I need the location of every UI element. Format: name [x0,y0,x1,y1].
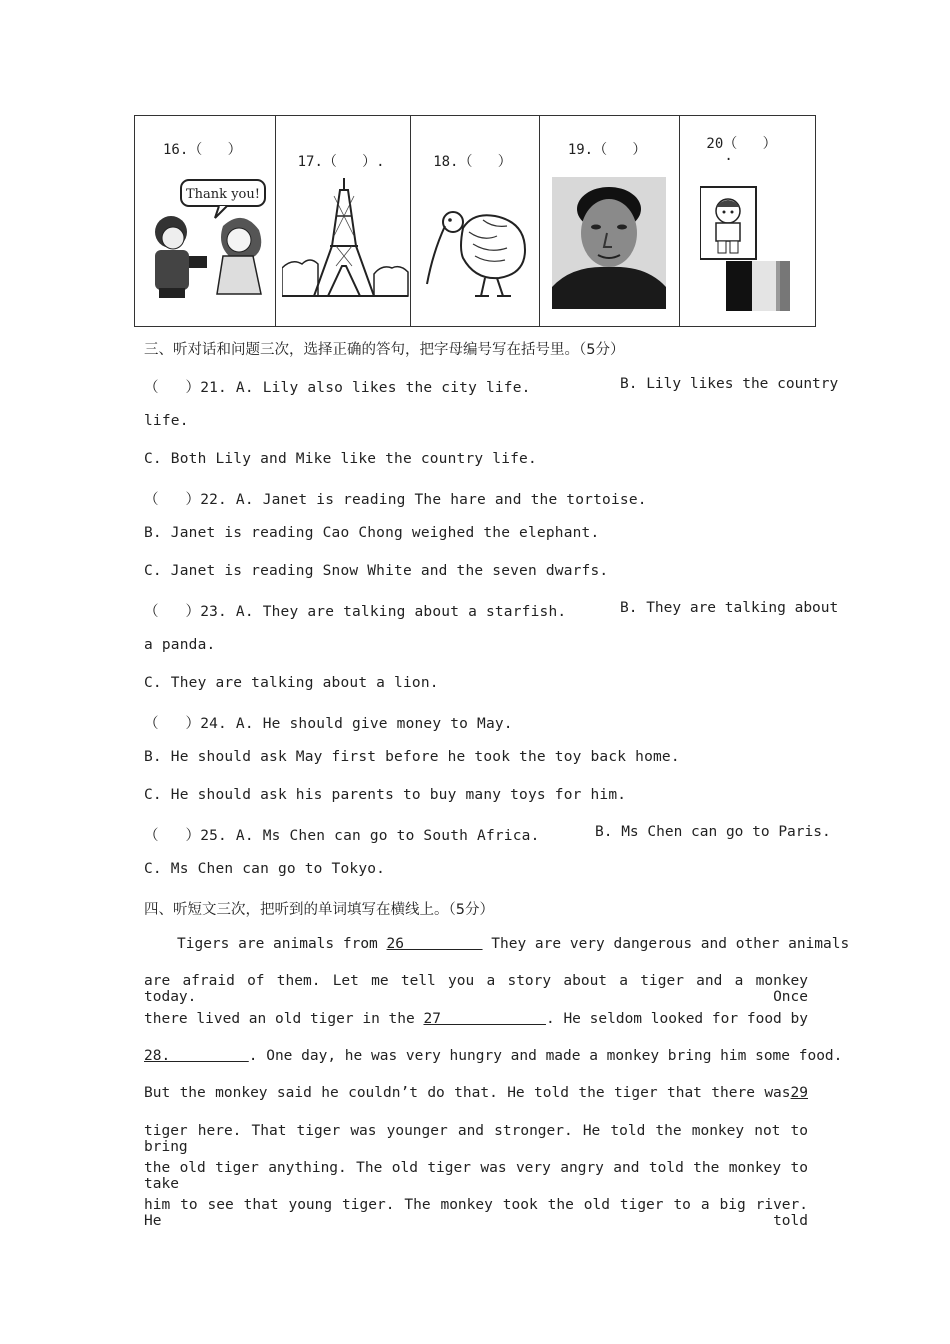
passage-line-2: are afraid of them. Let me tell you a story about a tiger and a monkey today. Once [144,973,808,1005]
blank-29[interactable]: 29 [790,1085,808,1101]
q25-option-a: （ ）25. A. Ms Chen can go to South Africa. [144,828,540,844]
section-3-heading: 三、听对话和问题三次，选择正确的答句，把字母编号写在括号里。（5分） [144,342,625,358]
picture-label-18: 18.（ ） [433,154,512,170]
eiffel-tower-icon [282,176,410,301]
picture-cell-20 [680,116,815,326]
passage-text: there lived an old tiger in the [144,1011,424,1027]
q23-option-c: C. They are talking about a lion. [144,675,439,691]
picture-cell-16 [135,116,276,326]
q23-option-b-cont: a panda. [144,637,216,653]
q23-option-a: （ ）23. A. They are talking about a starfish. [144,604,567,620]
passage-text: But the monkey said he couldn’t do that. He told the tiger that there was [144,1085,791,1101]
picture-cell-19 [540,116,681,326]
q24-option-b: B. He should ask May first before he took the toy back home. [144,749,680,765]
picture-cell-18 [411,116,540,326]
q21-option-a: （ ）21. A. Lily also likes the city life. [144,380,531,396]
blank-27[interactable]: 27 [423,1011,546,1027]
q24-option-c: C. He should ask his parents to buy many toys for him. [144,787,627,803]
passage-line-5 [144,1085,808,1101]
picture-label-16: 16.（ ） [163,142,242,158]
child-drawing-flag-icon [700,179,790,313]
portrait-photo-icon [552,177,666,309]
q25-option-c: C. Ms Chen can go to Tokyo. [144,861,386,877]
section-4-heading: 四、听短文三次，把听到的单词填写在横线上。（5分） [144,902,494,918]
blank-28[interactable]: 28. [144,1048,249,1064]
thank-you-children-icon [141,176,271,306]
picture-cell-17 [276,116,412,326]
passage-line-3 [144,1011,808,1027]
passage-line-1 [177,936,850,952]
q22-option-b: B. Janet is reading Cao Chong weighed the elephant. [144,525,600,541]
picture-table [134,115,816,327]
passage-line-6: tiger here. That tiger was younger and stronger. He told the monkey not to bring [144,1123,808,1155]
q22-option-c: C. Janet is reading Snow White and the seven dwarfs. [144,563,609,579]
q23-option-b: B. They are talking about [620,600,839,616]
picture-label-17: 17.（ ）. [297,154,385,170]
q22-option-a: （ ）22. A. Janet is reading The hare and the tortoise. [144,492,647,508]
passage-line-4 [144,1048,843,1064]
q21-option-b-cont: life. [144,413,189,429]
kiwi-bird-icon [423,192,533,302]
blank-26[interactable]: 26 [386,936,483,952]
picture-label-19: 19.（ ） [567,142,647,158]
passage-text: They are very dangerous and other animals [482,936,850,952]
passage-text: . One day, he was very hungry and made a monkey bring him some food. [248,1048,843,1064]
passage-line-7: the old tiger anything. The old tiger was very angry and told the monkey to take [144,1160,808,1192]
q24-option-a: （ ）24. A. He should give money to May. [144,716,513,732]
q25-option-b: B. Ms Chen can go to Paris. [595,824,831,840]
picture-dot-20: . [724,148,733,164]
q21-option-b: B. Lily likes the country [620,376,839,392]
bubble-text: Thank you! [186,187,260,202]
picture-label-20: 20（ ） [706,136,777,152]
passage-text: . He seldom looked for food by [545,1011,808,1027]
passage-line-8: him to see that young tiger. The monkey took the old tiger to a big river. He told [144,1197,808,1229]
passage-text: Tigers are animals from [177,936,387,952]
q21-option-c: C. Both Lily and Mike like the country life. [144,451,537,467]
